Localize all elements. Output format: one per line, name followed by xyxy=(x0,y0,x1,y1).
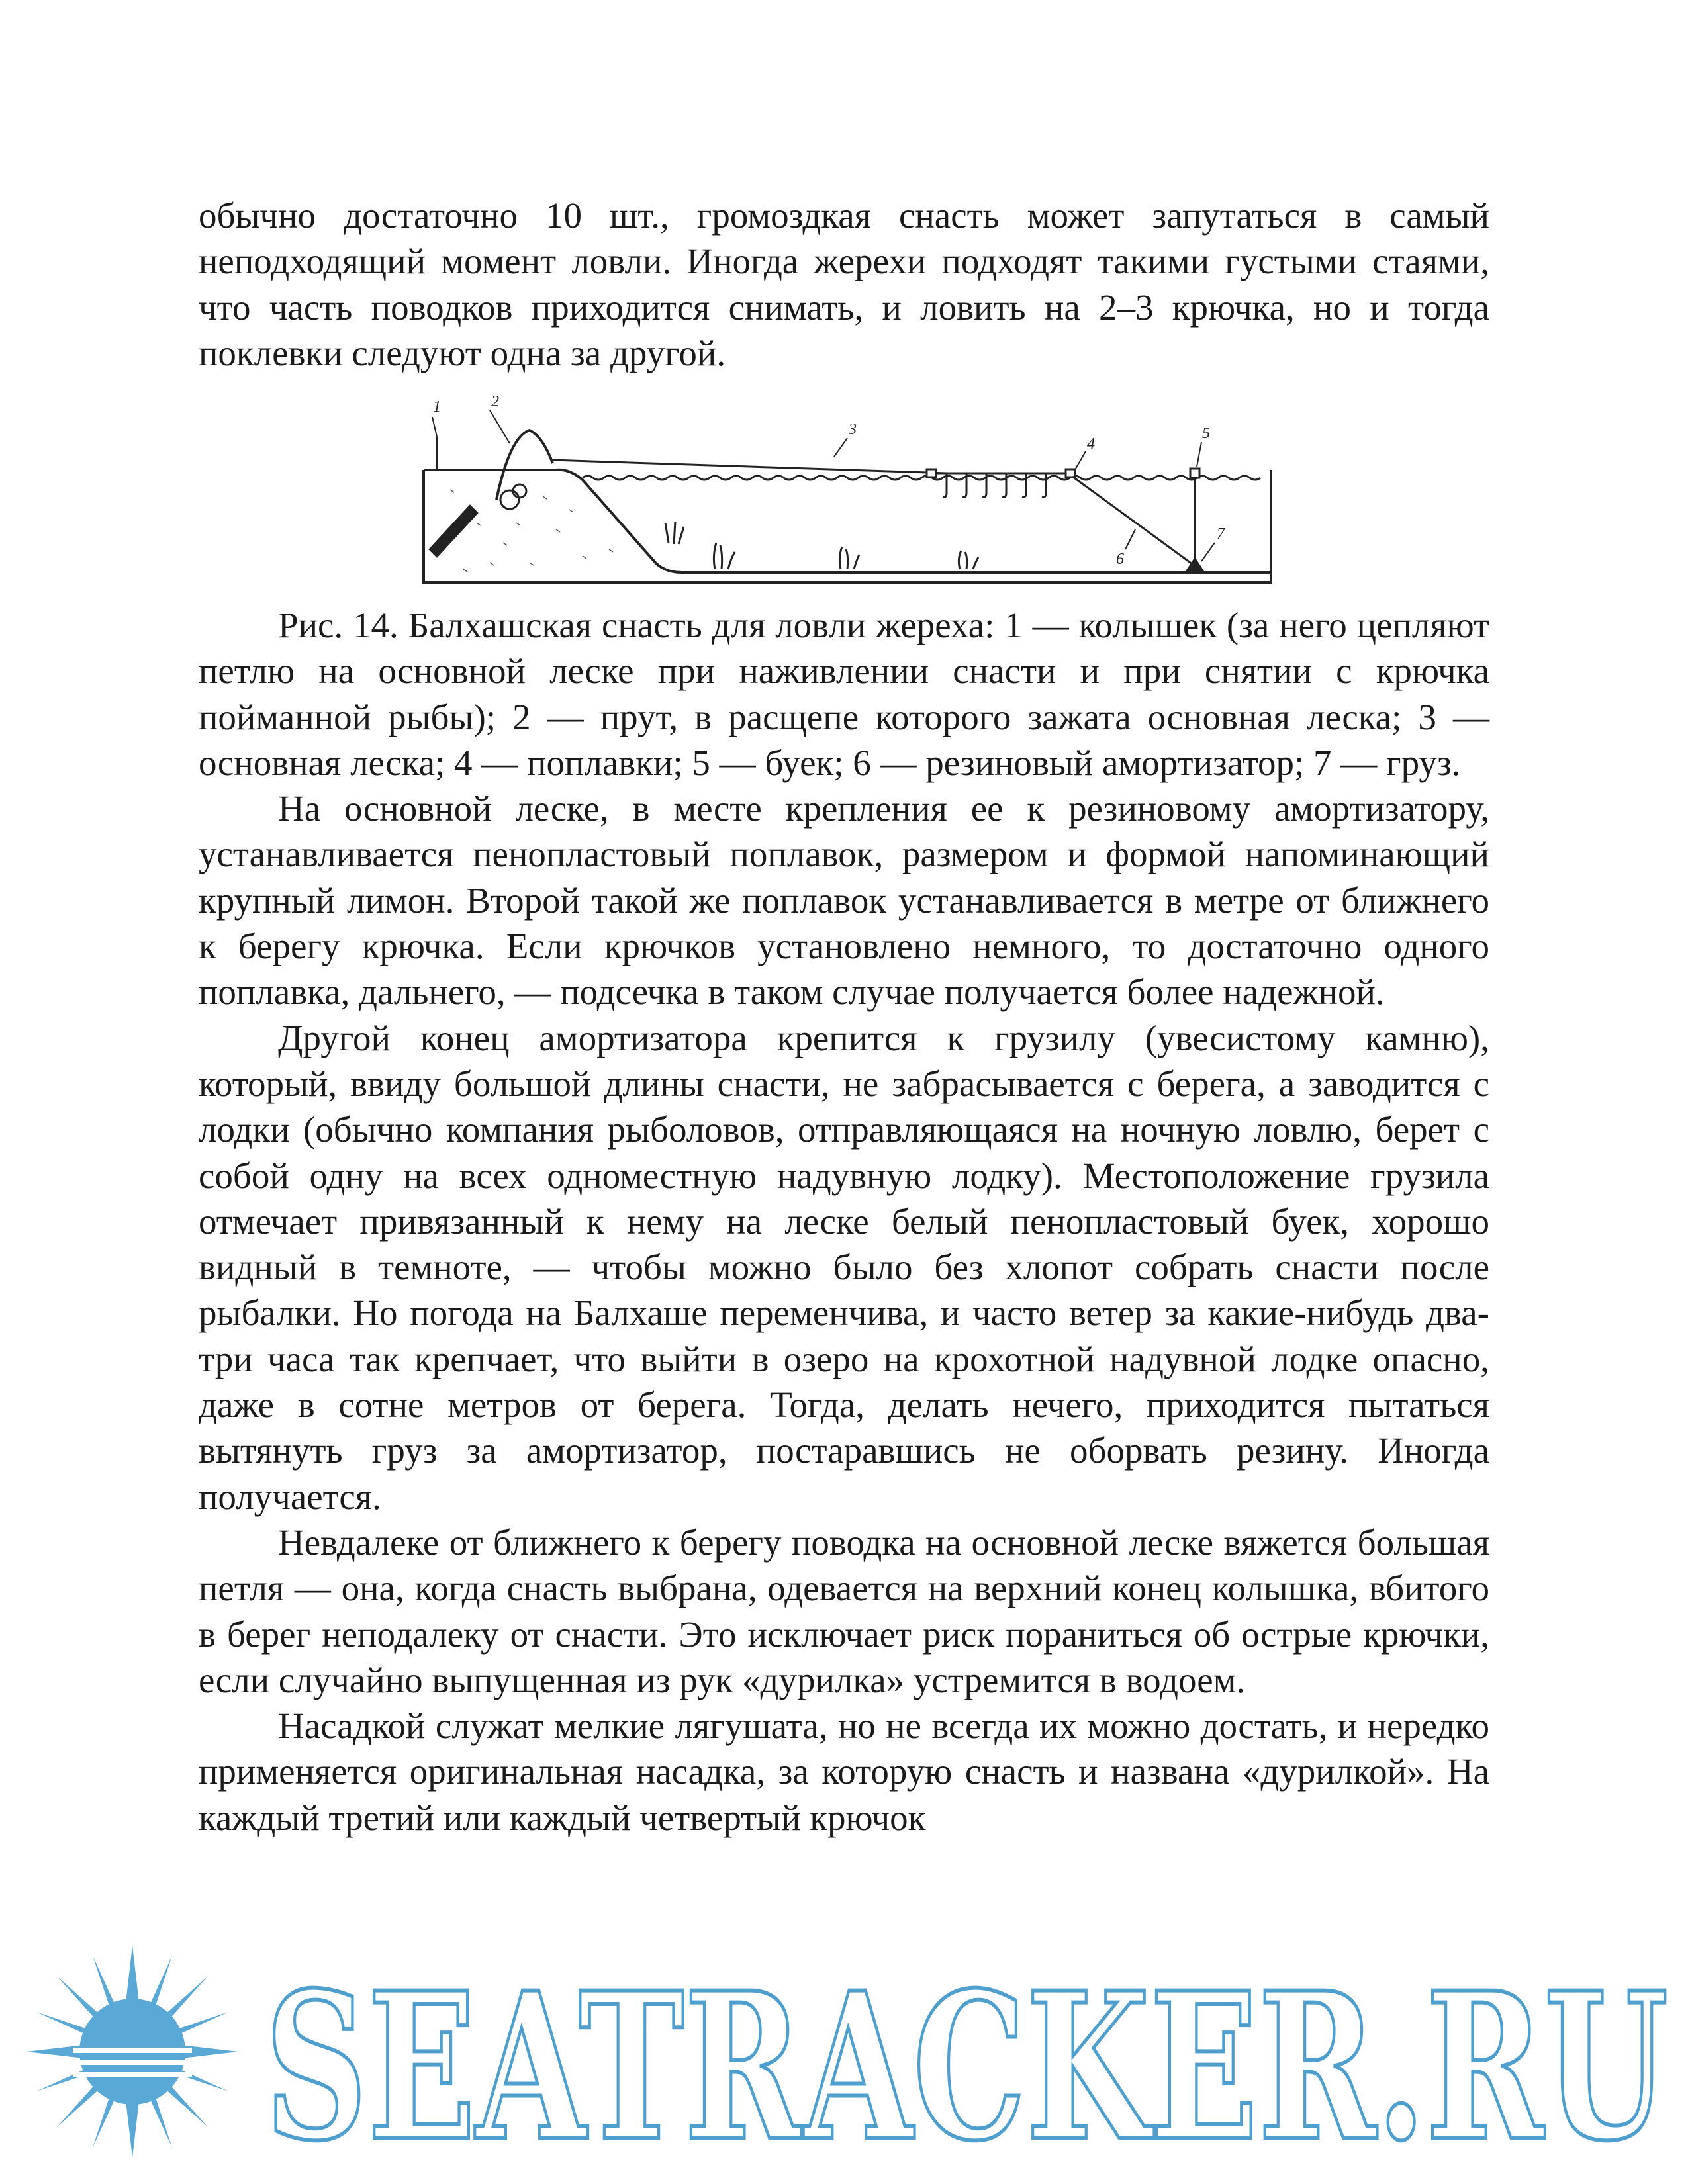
paragraph: Другой конец амортизатора крепится к грузилу (увесистому камню), который, ввиду большой длины снасти, не забрасывается с берега, а заводится с лодки (обычно компания рыболовов, отправляющаяся на ночную ловлю, берет с собой одну на всех одноместную надувную лодку). Местоположение грузила отмечает привязанный к нему на леске белый пенопластовый буек, хорошо видный в темноте, — чтобы можно было без хлопот собрать снасти после рыбалки. Но погода на Балхаше переменчива, и часто ветер за какие-нибудь два-три часа так крепчает, что выйти в озеро на крохотной надувной лодке опасно, даже в сотне метров от берега. Тогда, делать нечего, приходится пытаться вытянуть груз за амортизатор, постаравшись не оборвать резину. Иногда получается. xyxy=(199,1017,1489,1517)
watermark-text: SEATRACKER.RU xyxy=(265,1948,1668,2184)
fig-label-3: 3 xyxy=(849,421,857,438)
sun-logo xyxy=(26,1946,238,2158)
paragraph: обычно достаточно 10 шт., громоздкая снасть может запутаться в самый неподходящий момент ловли. Иногда жерехи подходят такими густыми стаями, что часть поводков приходится снимать, и ловить на 2–3 крючка, но и тогда поклевки следуют одна за другой. xyxy=(199,195,1489,373)
paragraph: На основной леске, в месте крепления ее к резиновому амортизатору, устанавливается пенопластовый поплавок, размером и формой напоминающий крупный лимон. Второй такой же поплавок устанавливается в метре от ближнего к берегу крючка. Если крючков установлено немного, то достаточно одного поплавка, дальнего, — подсечка в таком случае получается более надежной. xyxy=(199,788,1489,1013)
figure-caption: Рис. 14. Балхашская снасть для ловли жереха: 1 — колышек (за него цепляют петлю на основной леске при наживлении снасти и при снятии с крючка пойманной рыбы); 2 — прут, в расщепе которого зажата основная леска; 3 — основная леска; 4 — поплавки; 5 — буек; 6 — резиновый амортизатор; 7 — груз. xyxy=(199,605,1489,783)
paragraph: Насадкой служат мелкие лягушата, но не всегда их можно достать, и нередко применяется оригинальная насадка, за которую снасть и названа «дурилкой». На каждый третий или каждый четвертый крючок xyxy=(199,1706,1489,1838)
fig-label-2: 2 xyxy=(491,393,499,410)
watermark xyxy=(0,1919,1688,2184)
fig-label-4: 4 xyxy=(1087,435,1095,453)
shore-texture xyxy=(450,490,613,572)
fig-label-7: 7 xyxy=(1217,525,1225,543)
main-line xyxy=(553,460,947,473)
fig-label-5: 5 xyxy=(1202,425,1210,442)
buoy xyxy=(1190,469,1199,478)
figure-tackle-diagram xyxy=(410,390,1284,589)
text-block-main xyxy=(199,602,1489,1841)
text-block-top xyxy=(199,193,1489,376)
float xyxy=(927,469,936,477)
rod xyxy=(496,430,553,500)
fig-label-1: 1 xyxy=(433,398,441,416)
weeds xyxy=(665,522,978,569)
paragraph: Невдалеке от ближнего к берегу поводка на основной леске вяжется большая петля — она, когда снасть выбрана, одевается на верхний конец колышка, вбитого в берег неподалеку от снасти. Это исключает риск пораниться об острые крючки, если случайно выпущенная из рук «дурилка» устремится в водоем. xyxy=(199,1522,1489,1700)
fig-label-6: 6 xyxy=(1116,551,1124,568)
float xyxy=(1066,469,1075,477)
rod-stake xyxy=(430,506,477,556)
water-surface xyxy=(583,476,1260,480)
shock-absorber xyxy=(1072,477,1195,566)
